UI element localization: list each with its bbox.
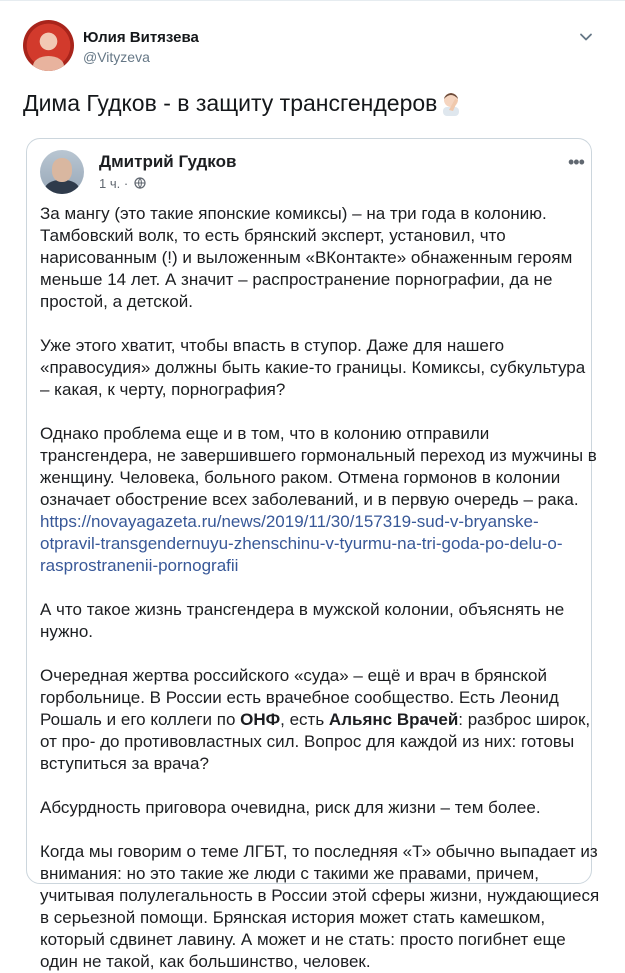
article-link[interactable]: rasprostranenii-pornografii: [40, 556, 239, 575]
post-line-part: , есть: [280, 710, 329, 729]
post-line: простой, а детской.: [40, 292, 193, 311]
post-line: учитывая полулегальность в России этой сферы жизни, нуждающиеся: [40, 886, 600, 905]
post-line: [40, 709, 591, 731]
post-line: от про- до противовластных сил. Вопрос для каждой из них: готовы: [40, 732, 575, 751]
post-line: трансгендера, не завершившего гормональный переход из мужчины в: [40, 446, 597, 465]
post-line: «правосудия» должны быть какие-то границы. Комиксы, субкультура: [40, 358, 586, 377]
post-line: горбольнице. В России есть врачебное сообщество. Есть Леонид: [40, 688, 559, 707]
post-line: означает обострение всех заболеваний, и в первую очередь – рака.: [40, 490, 579, 509]
post-line: Когда мы говорим о теме ЛГБТ, то последняя «Т» обычно выпадает из: [40, 842, 598, 861]
onf-mention: ОНФ: [240, 710, 281, 729]
man-facepalming-icon: [439, 90, 465, 116]
tweet-text-body: Дима Гудков - в защиту трансгендеров: [23, 90, 438, 116]
post-line: Очередная жертва российского «суда» – ещё и врач в брянской: [40, 666, 547, 685]
post-line: женщину. Человека, больного раком. Отмена гормонов в колонии: [40, 468, 561, 487]
tweet-text: [23, 88, 465, 118]
globe-icon: [134, 177, 146, 189]
post-line: который сдвинет лавину. А может и не стать: просто погибнет еще: [40, 930, 566, 949]
post-line: А что такое жизнь трансгендера в мужской колонии, объяснять не: [40, 600, 565, 619]
post-body: [40, 203, 600, 973]
post-line: меньше 14 лет. А значит – распространение порнографии, да не: [40, 270, 553, 289]
post-line: За мангу (это такие японские комиксы) – на три года в колонию.: [40, 204, 547, 223]
alliance-mention: Альянс Врачей: [328, 710, 459, 729]
quoted-author-avatar[interactable]: [40, 150, 84, 194]
ellipsis-icon[interactable]: •••: [568, 152, 584, 172]
post-line: Уже этого хватит, чтобы впасть в ступор. Даже для нашего: [40, 336, 505, 355]
post-line: внимания: но это такие же люди с такими же правами, причем,: [40, 864, 539, 883]
post-line: вступиться за врача?: [40, 754, 209, 773]
chevron-down-icon[interactable]: [578, 29, 594, 45]
post-line: Однако проблема еще и в том, что в колонию отправили: [40, 424, 490, 443]
avatar[interactable]: [23, 20, 74, 71]
post-line-part: Рошаль и его коллеги по: [40, 710, 241, 729]
article-link[interactable]: otpravil-transgendernuyu-zhenschinu-v-tyurmu-na-tri-goda-po-delu-o-: [40, 534, 563, 553]
quoted-author-name[interactable]: Дмитрий Гудков: [99, 152, 237, 171]
post-line: в серьезной помощи. Брянская история может стать камешком,: [40, 908, 546, 927]
author-name[interactable]: Юлия Витязева: [83, 29, 199, 46]
post-line: нарисованным (!) и выложенным «ВКонтакте» обнаженным героям: [40, 248, 573, 267]
post-line: Тамбовский волк, то есть брянский эксперт, установил, что: [40, 226, 506, 245]
article-link[interactable]: https://novayagazeta.ru/news/2019/11/30/157319-sud-v-bryanske-: [40, 512, 539, 531]
post-line-part: : разброс широк,: [458, 710, 591, 729]
post-line: – какая, к черту, порнография?: [40, 380, 286, 399]
post-line: Абсурдность приговора очевидна, риск для жизни – тем более.: [40, 798, 541, 817]
post-line: один не такой, как большинство, человек.: [40, 952, 371, 971]
post-line: нужно.: [40, 622, 94, 641]
top-divider: [0, 0, 625, 1]
author-handle[interactable]: @Vityzeva: [83, 49, 150, 65]
post-timestamp[interactable]: 1 ч. ·: [99, 176, 129, 191]
